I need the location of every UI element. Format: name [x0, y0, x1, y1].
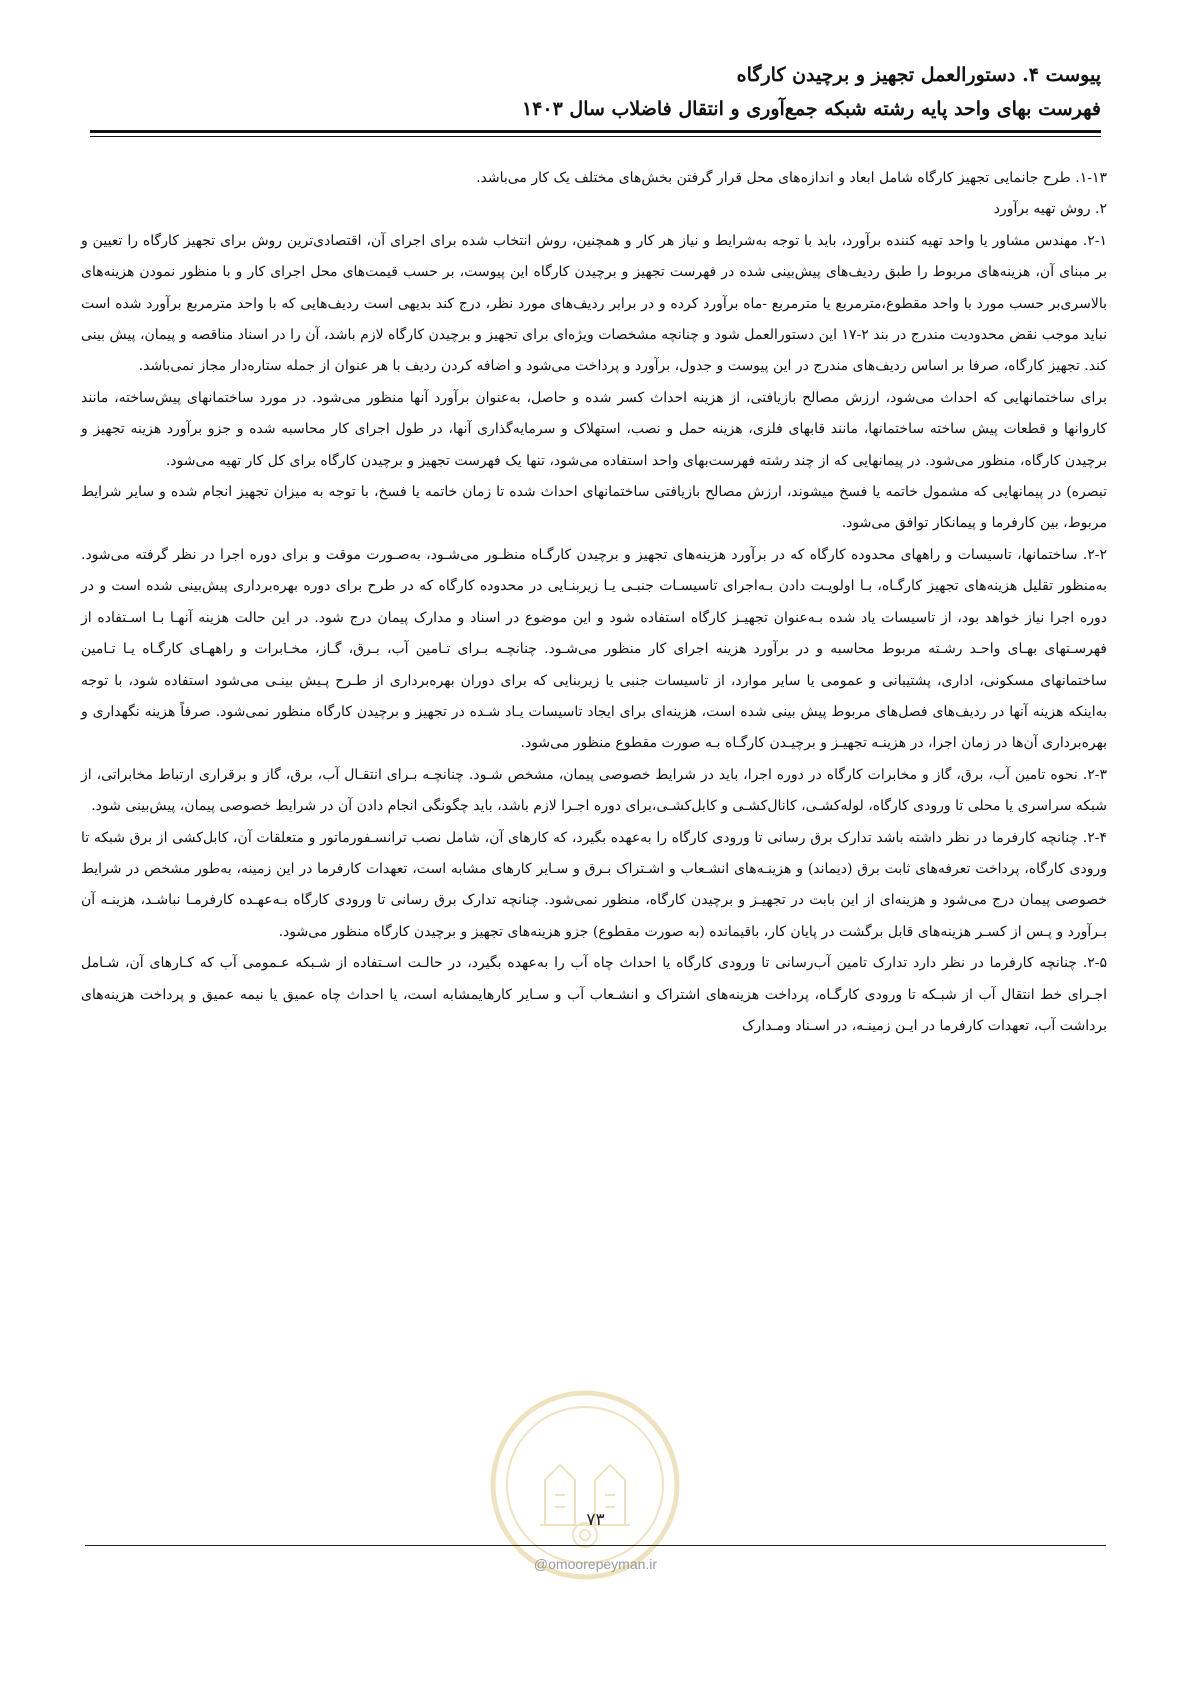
seal-watermark-icon: [485, 1385, 685, 1585]
paragraph-2-2: ۲-۲. ساختمانها، تاسیسات و راههای محدوده کارگاه که در برآورد هزینه‌های تجهیز و برچیدن کارگـاه منظـور می‌شـود، به‌صـورت موقت و برای دوره اجرا در نظر گرفته می‌شود. به‌منظور تقلیل هزینه‌های تجهیز کارگـاه، بـا اولویـت دادن بـه‌اجرای تاسیسـات جنبـی یـا زیربنـایی در محدوده کارگاه که در طرح برای دوره بهره‌برداری پیش‌بینی شده است و در دوره اجرا نیاز خواهد بود، از تاسیسات یاد شده بـه‌عنوان تجهیـز کارگاه استفاده شود و این موضوع در اسناد و مدارک پیمان درج شود. در این حالت هزینه آنهـا بـا اسـتفاده از فهرسـتهای بهـای واحـد رشـته مربوط محاسبه و در برآورد هزینه اجرای کار منظور می‌شـود. چنانچـه بـرای تـامین آب، بـرق، گـاز، مخـابرات و راههـای کارگـاه یـا تـامین ساختمانهای مسکونی، اداری، پشتیبانی و عمومی یا سایر موارد، از تاسیسات جنبی یا زیربنایی که برای دوران بهره‌برداری از طـرح پـیش بینـی می‌شود استفاده شود، با توجه به‌اینکه هزینه آنها در ردیف‌های فصل‌های مربوط پیش بینی شده است، هزینه‌ای برای ایجاد تاسیسات یـاد شـده در تجهیز و برچیدن کارگاه منظور نمی‌شود. صرفاً هزینه نگهداری و بهره‌برداری آن‌ها در زمان اجرا، در هزینـه تجهیـز و برچیـدن کارگـاه بـه صورت مقطوع منظور می‌شود.: [81, 546, 1107, 752]
header-rule: [90, 130, 1101, 133]
paragraph-2-4: ۲-۴. چنانچه کارفرما در نظر داشته باشد تدارک برق رسانی تا ورودی کارگاه را به‌عهده بگیرد، که کارهای آن، شامل نصب ترانسـفورماتور و متعلقات آن، کابل‌کشی از برق شبکه تا ورودی کارگاه، پرداخت تعرفه‌های ثابت برق (دیماند) و هزینـه‌های انشـعاب و اشـتراک بـرق و سـایر کارهای مشابه است، تعهدات کارفرما در این زمینه، به‌طور مشخص در شرایط خصوصی پیمان درج می‌شود و هزینه‌ای از این بابت در تجهیـز و برچیدن کارگاه، منظور نمی‌شود. چنانچه تدارک برق رسانی تا ورودی کارگاه بـه‌عهـده کارفرمـا نباشـد، هزینـه آن بـرآورد و پـس از کسـر هزینه‌های قابل برگشت در پایان کار، باقیمانده (به صورت مقطوع) جزو هزینه‌های تجهیز و برچیدن کارگاه منظور می‌شود.: [81, 829, 1107, 940]
header-rule-secondary: [90, 136, 1101, 137]
section-heading-estimation-method: ۲. روش تهیه برآورد: [993, 201, 1107, 218]
paragraph-buildings: برای ساختمانهایی که احداث می‌شود، ارزش مصالح بازیافتی، از هزینه احداث کسر شده و حاصل، به‌عنوان برآورد آنها منظور می‌شود. در مورد ساختمانهای پیش‌ساخته، مانند کاروانها و قطعات پیش ساخته ساختمانها، مانند قابهای فلزی، هزینه حمل و نصب، استهلاک و سرمایه‌گذاری آنها، در طول اجرای کار محاسبه شده و جزو برآورد هزینه تجهیز و برچیدن کارگاه، منظور می‌شود. در پیمانهایی که از چند رشته فهرست‌بهای واحد استفاده می‌شود، تنها یک فهرست تجهیز و برچیدن کارگاه برای کل کار تهیه می‌شود.: [81, 389, 1107, 469]
header-appendix-title: پیوست ۴. دستورالعمل تجهیز و برچیدن کارگاه: [736, 64, 1101, 86]
document-body: [81, 163, 1107, 1042]
header-price-list-title: فهرست بهای واحد پایه رشته شبکه جمع‌آوری و انتقال فاضلاب سال ۱۴۰۳: [521, 98, 1101, 120]
site-watermark: @omoorepeyman.ir: [533, 1556, 658, 1572]
paragraph-site-layout-definition: ۱-۱۳. طرح جانمایی تجهیز کارگاه شامل ابعاد و اندازه‌های محل قرار گرفتن بخش‌های مختلف یک کار می‌باشد.: [476, 170, 1107, 186]
paragraph-note: تبصره) در پیمانهایی که مشمول خاتمه یا فسخ میشوند، ارزش مصالح بازیافتی ساختمانهای احداث شده تا زمان خاتمه یا فسخ، با توجه به میزان تجهیز انجام شده و سایر شرایط مربوط، بین کارفرما و پیمانکار توافق می‌شود.: [81, 484, 1107, 532]
paragraph-2-1: ۲-۱. مهندس مشاور یا واحد تهیه کننده برآورد، باید با توجه به‌شرایط و نیاز هر کار و همچنین، روش انتخاب شده برای اجرای آن، اقتصادی‌ترین روش برای تجهیز کارگاه را تعیین و بر مبنای آن، هزینه‌های مربوط را طبق ردیف‌های پیش‌بینی شده در فهرست تجهیز و برچیدن کارگاه این پیوست، بر حسب قیمت‌های محل اجرای کار و با منظور نمودن هزینه‌های بالاسری‌بر حسب مورد با واحد مقطوع،مترمربع یا مترمربع -ماه برآورد کرده و در برابر ردیف‌های مورد نظر، درج کند بدیهی است ردیف‌هایی که با واحد مترمربع برآورد شده است نباید موجب نقض محدودیت مندرج در بند ۲-۱۷ این دستورالعمل شود و چنانچه مشخصات ویژه‌ای برای تجهیز و برچیدن کارگاه لازم باشد، آن را در اسناد مناقصه و پیمان، پیش بینی کند. تجهیز کارگاه، صرفا بر اساس ردیف‌های مندرج در این پیوست و جدول، برآورد و پرداخت می‌شود و اضافه کردن ردیف با هر عنوان از جمله ستاره‌دار مجاز نمی‌باشد.: [81, 232, 1107, 375]
footer-rule: [85, 1545, 1106, 1546]
page-number: ۷۳: [586, 1510, 605, 1530]
paragraph-2-3: ۲-۳. نحوه تامین آب، برق، گاز و مخابرات کارگاه در دوره اجرا، باید در شرایط خصوصی پیمان، مشخص شـود. چنانچـه بـرای انتقـال آب، برق، گاز و برقراری ارتباط مخابراتی، از شبکه سراسری یا محلی تا ورودی کارگاه، لوله‌کشـی، کانال‌کشـی و کابل‌کشـی،برای دوره اجـرا لازم باشد، باید چگونگی انجام دادن آن در شرایط خصوصی پیمان، پیش‌بینی شود.: [81, 766, 1107, 815]
paragraph-2-5: ۲-۵. چنانچه کارفرما در نظر دارد تدارک تامین آب‌رسانی تا ورودی کارگاه یا احداث چاه آب را به‌عهده بگیرد، در حالـت اسـتفاده از شـبکه عـمومی آب که کـارهای آن، شـامل اجـرای خط انتقال آب از شبـکه تا ورودی کارگـاه، پرداخت هزینه‌های اشتراک و انشـعاب آب و سـایر کارهایمشابه است، یا احداث چاه عمیق یا نیمه عمیق و پرداخت هزینه‌های برداشت آب، تعهدات کارفرما در ایـن زمینـه، در اسـناد ومـدارک: [81, 955, 1107, 1034]
page-header: [90, 58, 1101, 126]
